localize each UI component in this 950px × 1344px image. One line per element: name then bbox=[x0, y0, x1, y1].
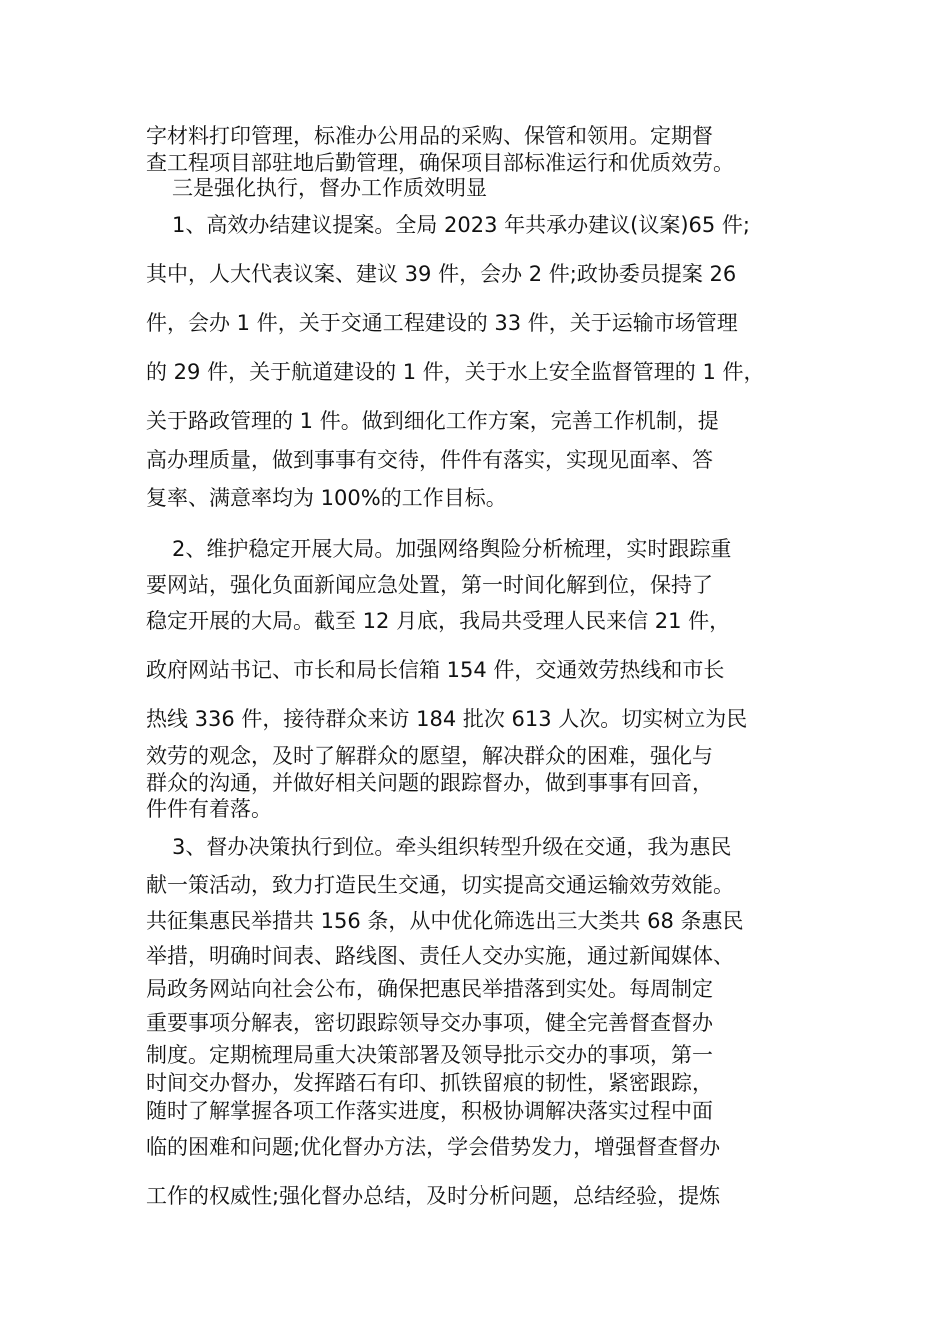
text-line: 群众的沟通，并做好相关问题的跟踪督办，做到事事有回音， bbox=[146, 771, 713, 795]
text-line: 件件有着落。 bbox=[146, 797, 272, 821]
text-line: 重要事项分解表，密切跟踪领导交办事项，健全完善督查督办 bbox=[146, 1011, 713, 1035]
text-line: 字材料打印管理，标准办公用品的采购、保管和领用。定期督 bbox=[146, 124, 713, 148]
text-line: 共征集惠民举措共 156 条，从中优化筛选出三大类共 68 条惠民 bbox=[146, 909, 744, 933]
text-line: 工作的权威性;强化督办总结，及时分析问题，总结经验，提炼 bbox=[146, 1184, 721, 1208]
text-line: 时间交办督办，发挥踏石有印、抓铁留痕的韧性，紧密跟踪， bbox=[146, 1071, 713, 1095]
text-line: 高办理质量，做到事事有交待，件件有落实，实现见面率、答 bbox=[146, 448, 713, 472]
text-line: 复率、满意率均为 100%的工作目标。 bbox=[146, 486, 507, 510]
text-line: 政府网站书记、市长和局长信箱 154 件，交通效劳热线和市长 bbox=[146, 658, 725, 682]
text-line: 稳定开展的大局。截至 12 月底，我局共受理人民来信 21 件， bbox=[146, 609, 731, 633]
text-line: 要网站，强化负面新闻应急处置，第一时间化解到位，保持了 bbox=[146, 573, 713, 597]
text-line: 其中，人大代表议案、建议 39 件，会办 2 件;政协委员提案 26 bbox=[146, 262, 737, 286]
text-line: 献一策活动，致力打造民生交通，切实提高交通运输效劳效能。 bbox=[146, 873, 734, 897]
section-heading: 三是强化执行，督办工作质效明显 bbox=[172, 176, 487, 200]
text-line: 查工程项目部驻地后勤管理，确保项目部标准运行和优质效劳。 bbox=[146, 151, 734, 175]
text-line: 随时了解掌握各项工作落实进度，积极协调解决落实过程中面 bbox=[146, 1099, 713, 1123]
text-line: 关于路政管理的 1 件。做到细化工作方案，完善工作机制，提 bbox=[146, 409, 719, 433]
text-line: 件，会办 1 件，关于交通工程建设的 33 件，关于运输市场管理 bbox=[146, 311, 738, 335]
text-line: 临的困难和问题;优化督办方法，学会借势发力，增强督查督办 bbox=[146, 1135, 721, 1159]
text-line: 制度。定期梳理局重大决策部署及领导批示交办的事项，第一 bbox=[146, 1043, 713, 1067]
text-line: 2、维护稳定开展大局。加强网络舆险分析梳理，实时跟踪重 bbox=[172, 537, 732, 561]
text-line: 热线 336 件，接待群众来访 184 批次 613 人次。切实树立为民 bbox=[146, 707, 748, 731]
text-line: 局政务网站向社会公布，确保把惠民举措落到实处。每周制定 bbox=[146, 977, 713, 1001]
text-line: 1、高效办结建议提案。全局 2023 年共承办建议(议案)65 件; bbox=[172, 213, 751, 237]
text-line: 的 29 件，关于航道建设的 1 件，关于水上安全监督管理的 1 件， bbox=[146, 360, 765, 384]
text-line: 效劳的观念，及时了解群众的愿望，解决群众的困难，强化与 bbox=[146, 744, 713, 768]
text-line: 3、督办决策执行到位。牵头组织转型升级在交通，我为惠民 bbox=[172, 835, 732, 859]
text-line: 举措，明确时间表、路线图、责任人交办实施，通过新闻媒体、 bbox=[146, 944, 734, 968]
